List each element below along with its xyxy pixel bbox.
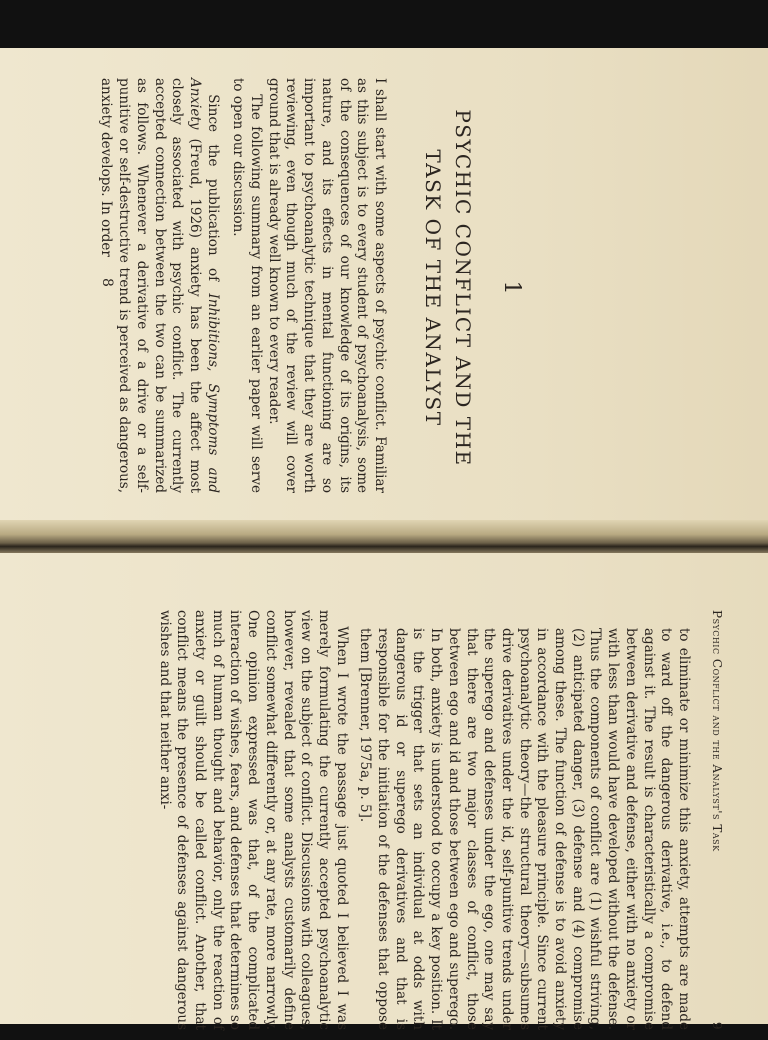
right-paragraph-2: When I wrote the passage just quoted I believed I was merely formulating the currently accepted psychoanalytic view on the subject of conflict. Discussions with colleagues, however, revealed that some analysts customarily define conflict somewhat differently or, at any rate, more narrowly. One opinion expressed was that, of the complicated interaction of wishes, fears, and defenses that determines so much of human thought and behavior, only the reaction of anxiety or guilt should be called conflict. Another, that conflict means the presence of defenses against dangerous wishes and that neither anxi- — [156, 610, 350, 1030]
left-body-text — [97, 78, 388, 493]
right-page-content — [100, 610, 725, 1040]
left-page-content — [98, 78, 524, 508]
right-paragraph-1: to eliminate or minimize this anxiety, attempts are made to ward off the dangerous derivative, i.e., to defend against it. The result is characteristically a compromise between derivative and defense, either with no anxiety or with less than would have developed without the defense. Thus the components of conflict are (1) wishful striving, (2) anticipated danger, (3) defense and (4) compromise among these. The function of defense is to avoid anxiety in accordance with the pleasure principle. Since current psychoanalytic theory—the structural theory—subsumes drive derivatives under the id, self-punitive trends under the superego and defenses under the ego, one may say that there are two major classes of conflict, those between ego and id and those between ego and superego. In both, anxiety is understood to occupy a key position. It is the trigger that sets an individual at odds with dangerous id or superego derivatives and that is responsible for the initiation of the defenses that oppose them [Brenner, 1975a, p. 5]. — [357, 628, 692, 1030]
left-paragraph-1: I shall start with some aspects of psychic conflict. Familiar as this subject is to every student of psychoanalysis, some of the consequences of our knowledge of its origins, its nature, and its effects in mental functioning are so important to psychoanalytic technique that they are worth reviewing, even though much of the review will cover ground that is already well known to every reader. — [265, 78, 388, 493]
right-book-page — [0, 553, 768, 1030]
left-page-number: 8 — [99, 278, 115, 287]
running-head — [707, 610, 725, 1030]
left-paragraph-2: The following summary from an earlier paper will serve to open our discussion. — [230, 78, 265, 493]
right-page-number: 9 — [710, 1021, 724, 1030]
chapter-number: 1 — [499, 280, 524, 296]
left-paragraph-3-rest: (Freud, 1926) anxiety has been the affect most closely associated with psychic conflict. The currently accepted connection between the two can be summarized as follows. Whenever a derivative of a drive or a self-punitive or self-destructive trend is perceived as dangerous, anxiety develops. In order — [98, 78, 203, 493]
right-body-text — [155, 610, 692, 1030]
chapter-title-line-1: PSYCHIC CONFLICT AND THE — [451, 109, 475, 467]
left-paragraph-3-start: Since the publication of — [204, 94, 221, 294]
left-book-page — [0, 48, 768, 535]
book-title-italic: Inhibitions, Symptoms and Anxiety — [186, 78, 221, 494]
running-head-title: Psychic Conflict and the Analyst's Task — [710, 610, 724, 852]
left-paragraph-3 — [97, 78, 221, 493]
chapter-title-line-2: TASK OF THE ANALYST — [421, 149, 445, 427]
